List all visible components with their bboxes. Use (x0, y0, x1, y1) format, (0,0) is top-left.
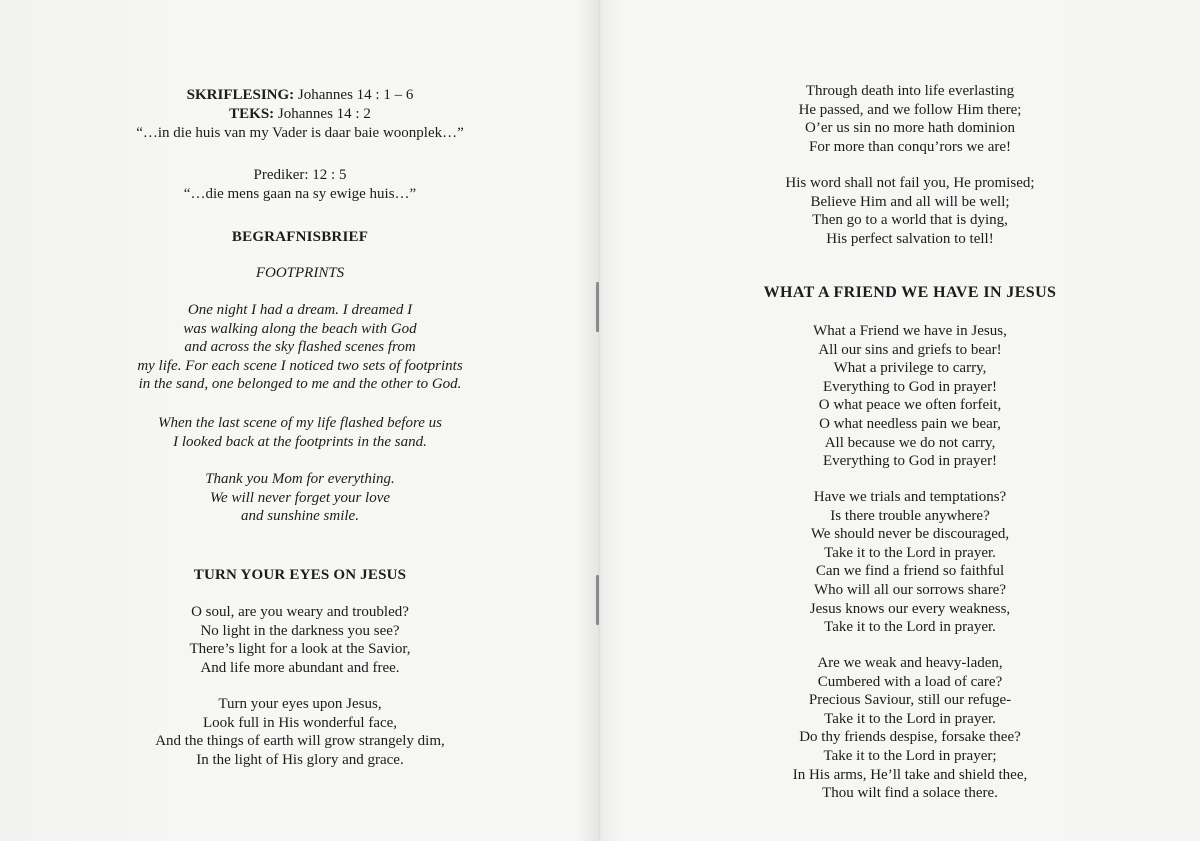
preacher-ref: Prediker: 12 : 5 (253, 167, 347, 183)
poem-stanza-2 (30, 414, 570, 451)
hymn-line: In His arms, He’ll take and shield thee, (792, 766, 1028, 783)
reading-label: SKRIFLESING: (186, 87, 295, 103)
friend-title: WHAT A FRIEND WE HAVE IN JESUS (763, 284, 1057, 301)
hymn-line: Everything to God in prayer! (822, 453, 998, 470)
hymn-line: Do thy friends despise, forsake thee? (799, 729, 1021, 746)
hymn-line: Jesus knows our every weakness, (809, 600, 1011, 617)
friend-stanza-3 (630, 654, 1190, 803)
staple-top (596, 282, 599, 332)
hymn-line: For more than conqu’rors we are! (808, 138, 1011, 155)
hymn-line: No light in the darkness you see? (200, 622, 400, 639)
staple-bottom (596, 575, 599, 625)
hymn-line: Cumbered with a load of care? (817, 673, 1003, 690)
page-fold (597, 0, 601, 841)
hymn-line: And life more abundant and free. (200, 659, 400, 676)
hymn-line: Believe Him and all will be well; (810, 193, 1010, 210)
hymn-line: Take it to the Lord in prayer. (824, 710, 996, 727)
hymn-line: O what peace we often forfeit, (818, 397, 1002, 414)
hymn-line: We should never be discouraged, (810, 526, 1010, 543)
poem-stanza-1 (30, 301, 570, 394)
poem-line: and across the sky flashed scenes from (184, 339, 416, 356)
text-label: TEKS: (229, 106, 275, 122)
text-quote: “…in die huis van my Vader is daar baie woonplek…” (136, 125, 464, 141)
hymn-line: Have we trials and temptations? (813, 489, 1007, 505)
hymn-line: O’er us sin no more hath dominion (805, 120, 1015, 137)
letter-heading: BEGRAFNISBRIEF (231, 229, 369, 245)
hymn-line: What a Friend we have in Jesus, (813, 323, 1007, 339)
hymn-line: Then go to a world that is dying, (812, 212, 1008, 229)
reading-line (30, 86, 570, 105)
poem-title: FOOTPRINTS (255, 265, 345, 281)
hymn-line: His perfect salvation to tell! (826, 230, 994, 247)
hymn-stanza-2 (30, 695, 570, 769)
hymn-continued-stanza-1 (630, 82, 1190, 156)
reading-ref: Johannes 14 : 1 – 6 (294, 87, 414, 103)
hymn-stanza-1 (30, 603, 570, 677)
hymn-line: Are we weak and heavy-laden, (817, 655, 1003, 671)
hymn-line: And the things of earth will grow strangely dim, (155, 733, 445, 750)
hymn-line: Everything to God in prayer! (822, 378, 998, 395)
friend-stanza-1 (630, 322, 1190, 471)
friend-stanza-2 (630, 488, 1190, 637)
hymn-line: His word shall not fail you, He promised; (785, 175, 1035, 191)
poem-stanza-3 (30, 470, 570, 526)
hymn-continued-stanza-2 (630, 174, 1190, 248)
hymn-line: O what needless pain we bear, (819, 415, 1001, 432)
poem-line: I looked back at the footprints in the sand. (173, 433, 427, 450)
text-ref: Johannes 14 : 2 (274, 106, 371, 122)
hymn-line: He passed, and we follow Him there; (798, 101, 1022, 118)
hymn-line: Turn your eyes upon Jesus, (218, 696, 382, 712)
hymn-line: Precious Saviour, still our refuge- (808, 692, 1012, 709)
text-line (30, 105, 570, 124)
poem-line: in the sand, one belonged to me and the other to God. (138, 376, 462, 393)
hymn-line: Take it to the Lord in prayer. (824, 619, 996, 636)
hymn-line: Take it to the Lord in prayer. (824, 544, 996, 561)
hymn-line: Take it to the Lord in prayer; (823, 747, 997, 764)
hymn-title: TURN YOUR EYES ON JESUS (193, 567, 407, 583)
hymn-line: Can we find a friend so faithful (815, 563, 1005, 580)
hymn-line: There’s light for a look at the Savior, (189, 641, 411, 658)
poem-line: One night I had a dream. I dreamed I (187, 302, 413, 318)
poem-line: We will never forget your love (209, 489, 391, 506)
hymn-line: Through death into life everlasting (805, 83, 1015, 99)
hymn-line: Is there trouble anywhere? (830, 507, 990, 524)
hymn-line: O soul, are you weary and troubled? (191, 604, 409, 620)
poem-line: my life. For each scene I noticed two sets of footprints (137, 357, 463, 374)
preacher-quote: “…die mens gaan na sy ewige huis…” (183, 186, 417, 202)
hymn-line: Thou wilt find a solace there. (822, 785, 998, 802)
hymn-line: All because we do not carry, (824, 434, 996, 451)
poem-line: Thank you Mom for everything. (205, 471, 395, 487)
hymn-line: In the light of His glory and grace. (196, 751, 404, 768)
hymn-line: Look full in His wonderful face, (202, 714, 398, 731)
hymn-line: What a privilege to carry, (833, 360, 987, 377)
hymn-line: All our sins and griefs to bear! (818, 341, 1002, 358)
hymn-line: Who will all our sorrows share? (813, 581, 1007, 598)
poem-line: When the last scene of my life flashed before us (158, 415, 442, 431)
poem-line: was walking along the beach with God (183, 320, 417, 337)
poem-line: and sunshine smile. (241, 508, 359, 525)
